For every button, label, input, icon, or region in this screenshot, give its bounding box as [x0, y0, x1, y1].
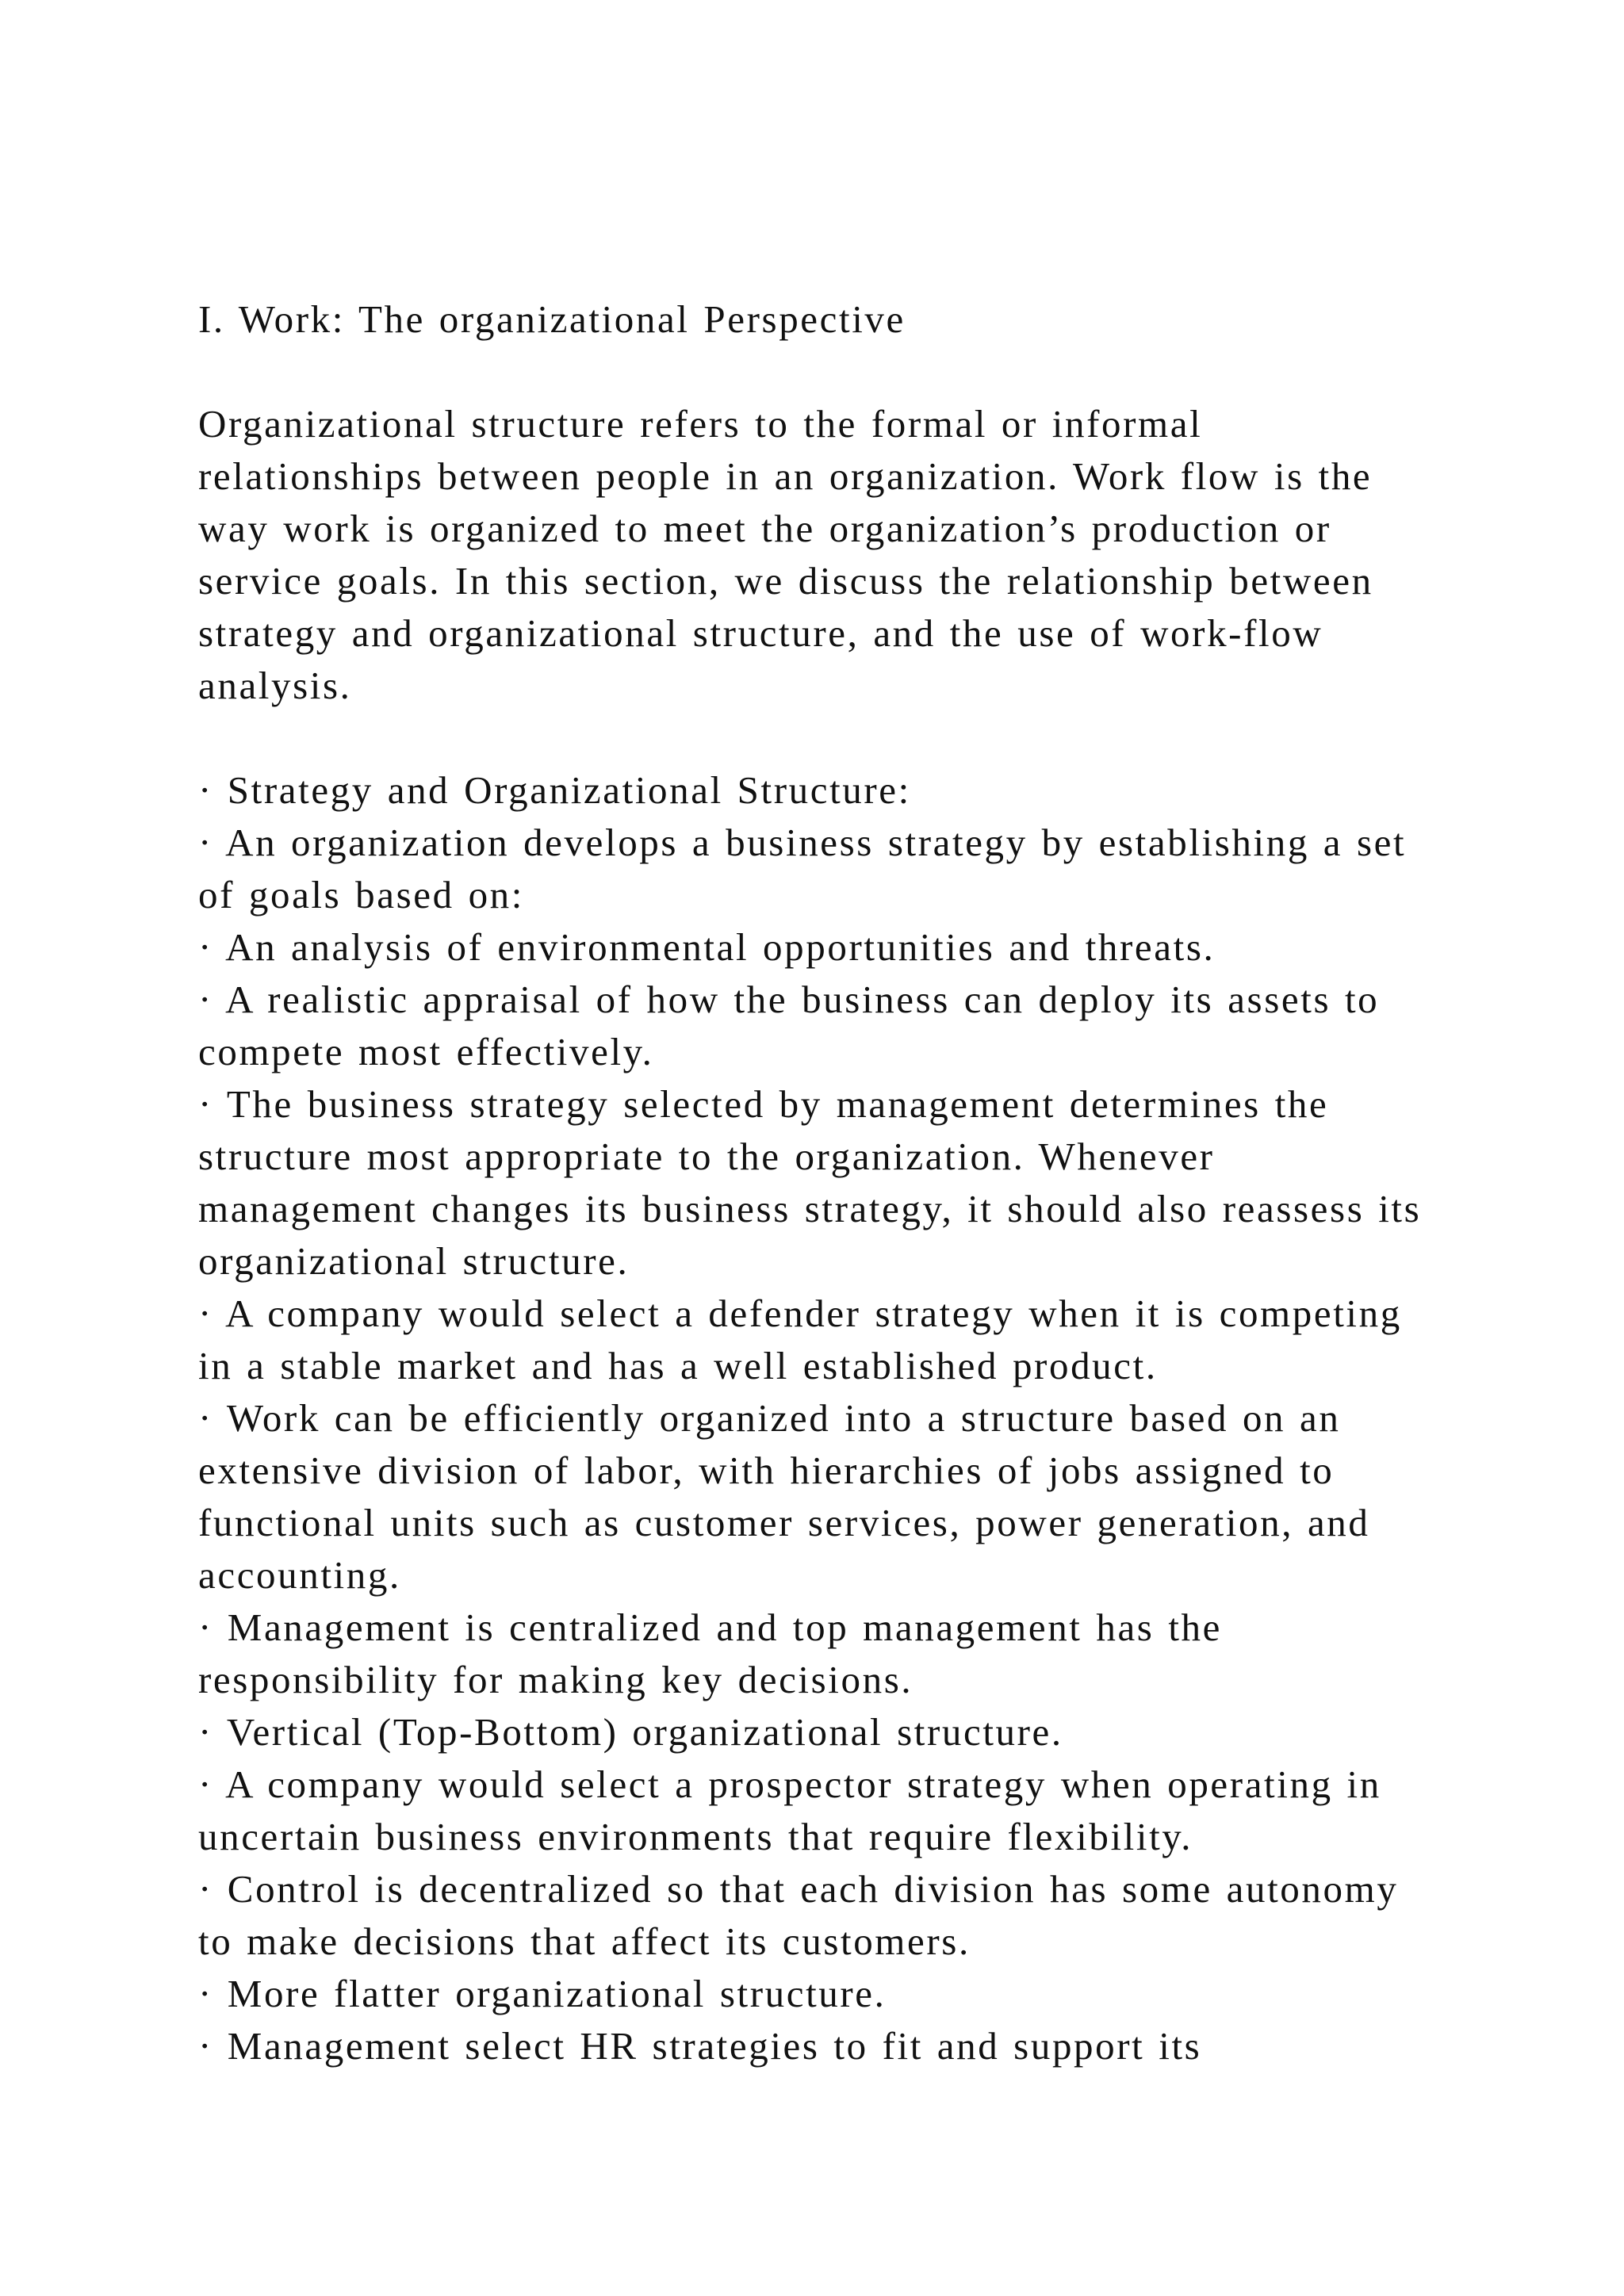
bullet-dot: · — [198, 821, 213, 864]
bullet-text: A company would select a prospector strategy when operating in uncertain business environments that require flexibility. — [198, 1762, 1381, 1858]
bullet-dot: · — [198, 1292, 213, 1335]
bullet-item — [198, 974, 1435, 1078]
section-heading: I. Work: The organizational Perspective — [198, 297, 906, 341]
bullet-item — [198, 817, 1435, 921]
bullet-dot: · — [198, 768, 213, 812]
bullet-item — [198, 1288, 1435, 1392]
bullet-dot: · — [198, 1396, 213, 1440]
bullet-item — [198, 1601, 1435, 1706]
spacer — [198, 712, 1435, 764]
bullet-text: The business strategy selected by management determines the structure most appropriate to the organization. Whenever management changes its business strategy, it should also reassess its organizational structure. — [198, 1082, 1422, 1283]
bullet-list — [198, 764, 1435, 2072]
bullet-item — [198, 1706, 1435, 1758]
bullet-dot: · — [198, 925, 213, 969]
bullet-text: An organization develops a business strategy by establishing a set of goals based on: — [198, 821, 1407, 916]
bullet-text: Management is centralized and top management has the responsibility for making key decisions. — [198, 1605, 1222, 1701]
bullet-item — [198, 764, 1435, 817]
document-body — [198, 293, 1435, 2072]
bullet-text: Strategy and Organizational Structure: — [227, 768, 911, 812]
bullet-item — [198, 1863, 1435, 1968]
bullet-item — [198, 1758, 1435, 1863]
bullet-dot: · — [198, 1082, 213, 1126]
bullet-text: A realistic appraisal of how the business can deploy its assets to compete most effectively. — [198, 978, 1380, 1073]
bullet-text: Management select HR strategies to fit and support its — [227, 2024, 1202, 2068]
bullet-item — [198, 1968, 1435, 2020]
bullet-dot: · — [198, 1605, 213, 1649]
bullet-dot: · — [198, 978, 213, 1021]
bullet-dot: · — [198, 1710, 213, 1754]
bullet-item — [198, 2020, 1435, 2072]
bullet-dot: · — [198, 1762, 213, 1806]
bullet-text: Vertical (Top-Bottom) organizational structure. — [226, 1710, 1063, 1754]
bullet-text: Work can be efficiently organized into a structure based on an extensive division of labor, with hierarchies of jobs assigned to functional units such as customer services, power generation, and accounting. — [198, 1396, 1370, 1597]
intro-paragraph: Organizational structure refers to the formal or informal relationships between people in an organization. Work flow is the way work is organized to meet the organization’s production or service goals. In this section, we discuss the relationship between strategy and organizational structure, and the use of work-flow analysis. — [198, 402, 1373, 707]
bullet-item — [198, 1392, 1435, 1601]
bullet-text: A company would select a defender strategy when it is competing in a stable market and has a well established product. — [198, 1292, 1402, 1387]
bullet-dot: · — [198, 2024, 213, 2068]
bullet-text: An analysis of environmental opportunities and threats. — [225, 925, 1216, 969]
bullet-item — [198, 921, 1435, 974]
bullet-text: Control is decentralized so that each division has some autonomy to make decisions that affect its customers. — [198, 1867, 1399, 1963]
bullet-text: More flatter organizational structure. — [227, 1972, 887, 2015]
bullet-item — [198, 1078, 1435, 1288]
bullet-dot: · — [198, 1867, 213, 1911]
spacer — [198, 346, 1435, 398]
bullet-dot: · — [198, 1972, 213, 2015]
